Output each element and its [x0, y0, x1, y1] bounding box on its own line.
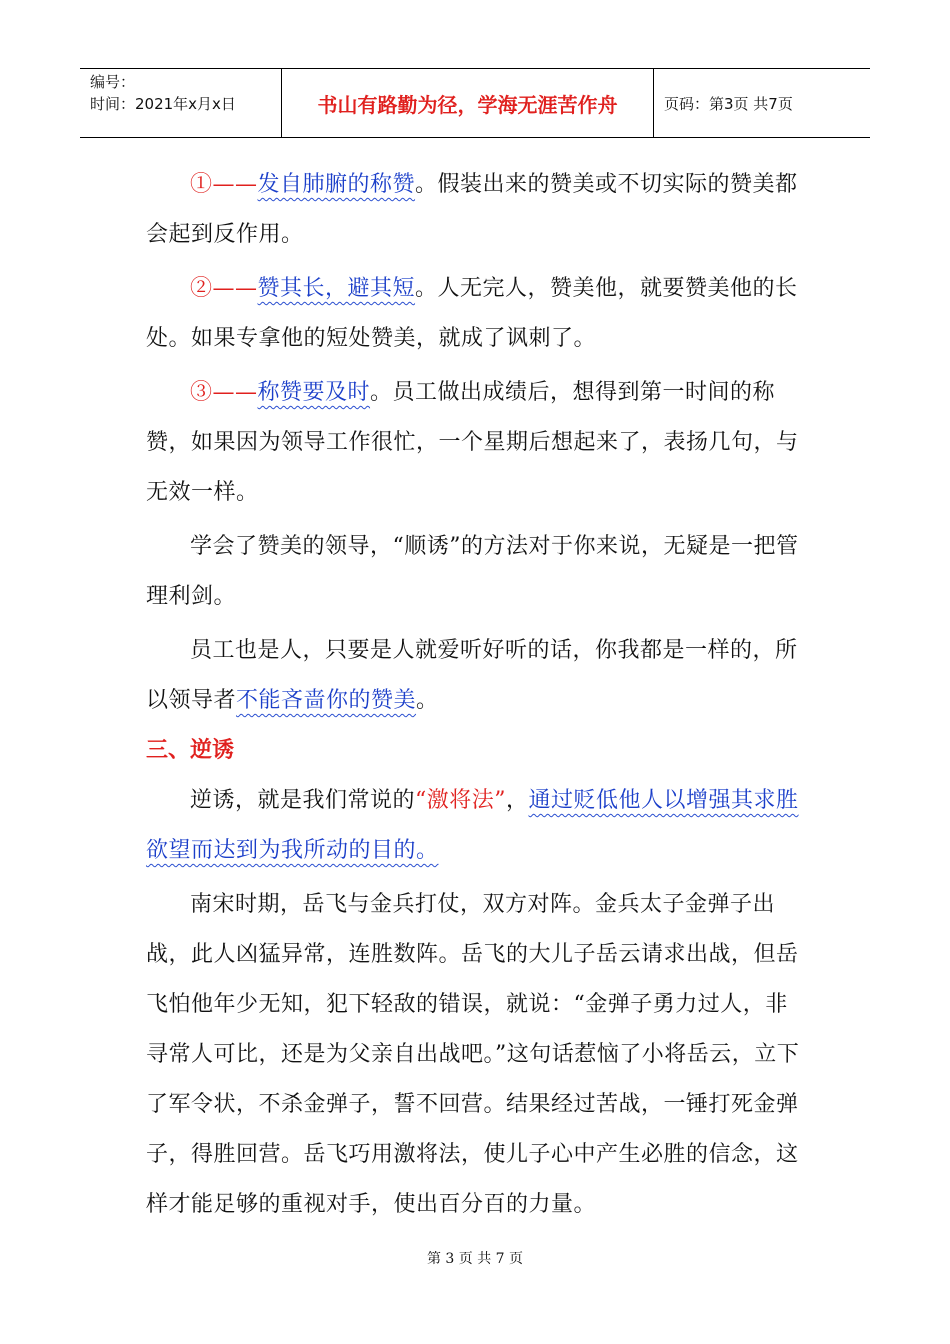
paragraph-reverse-def: [146, 776, 808, 876]
key-phrase-6: 通过贬低他人以增强其求胜欲望而达到为我所动的目的。: [146, 788, 799, 863]
key-phrase-1: 发自肺腑的称赞: [257, 172, 416, 197]
paragraph-text-1: 。假装出来的赞美或不切实际的赞美都会起到反作用。: [146, 172, 798, 247]
item-number-1: ①——: [190, 172, 258, 197]
paragraph-text-3: 。员工做出成绩后，想得到第一时间的称赞，如果因为领导工作很忙，一个星期后想起来了，表扬几句，与无效一样。: [146, 380, 799, 505]
paragraph-text-2: 。人无完人，赞美他，就要赞美他的长处。如果专拿他的短处赞美，就成了讽刺了。: [146, 276, 798, 351]
key-phrase-2: 赞其长，避其短: [257, 276, 416, 301]
paragraph-text-6: 逆诱，就是我们常说的: [190, 788, 416, 813]
section-heading-reverse: 三、逆诱: [146, 738, 235, 763]
paragraph-end-5: 。: [416, 688, 439, 713]
page-footer: 第 3 页 共 7 页: [426, 1251, 524, 1267]
paragraph-employees: [146, 626, 808, 726]
paragraph-praise-timely: [146, 368, 808, 518]
header-page-info: 页码：第3页 共7页: [664, 94, 793, 113]
item-number-2: ②——: [190, 276, 258, 301]
paragraph-summary: 学会了赞美的领导，“顺诱”的方法对于你来说，无疑是一把管理利剑。: [146, 534, 799, 609]
date-label: 时间：2021年x月x日: [90, 95, 236, 113]
header-motto: 书山有路勤为径，学海无涯苦作舟: [282, 69, 654, 137]
paragraph-story: 南宋时期，岳飞与金兵打仗，双方对阵。金兵太子金弹子出战，此人凶猛异常，连胜数阵。岳飞的大儿子岳云请求出战，但岳飞怕他年少无知，犯下轻敌的错误，就说：“金弹子勇力过人，非寻常人可比，还是为父亲自出战吧。”这句话惹恼了小将岳云，立下了军令状，不杀金弹子，誓不回营。结果经过苦战，一锤打死金弹子，得胜回营。岳飞巧用激将法，使儿子心中产生必胜的信念，这样才能足够的重视对手，使出百分百的力量。: [146, 892, 800, 1217]
paragraph-praise-strengths: [146, 264, 808, 364]
paragraph-praise-sincere: [146, 160, 808, 260]
key-phrase-provoke: “激将法”: [415, 788, 507, 813]
header-meta: [80, 69, 282, 137]
number-label: 编号：: [90, 73, 136, 91]
paragraph-comma-6: ，: [506, 788, 529, 813]
key-phrase-5: 不能吝啬你的赞美: [236, 688, 417, 713]
page-header: [80, 68, 870, 138]
item-number-3: ③——: [190, 380, 258, 405]
document-body: [146, 160, 808, 1230]
paragraph-text-5: 员工也是人，只要是人就爱听好听的话，你我都是一样的，所以领导者: [146, 638, 798, 713]
key-phrase-3: 称赞要及时: [257, 380, 371, 405]
